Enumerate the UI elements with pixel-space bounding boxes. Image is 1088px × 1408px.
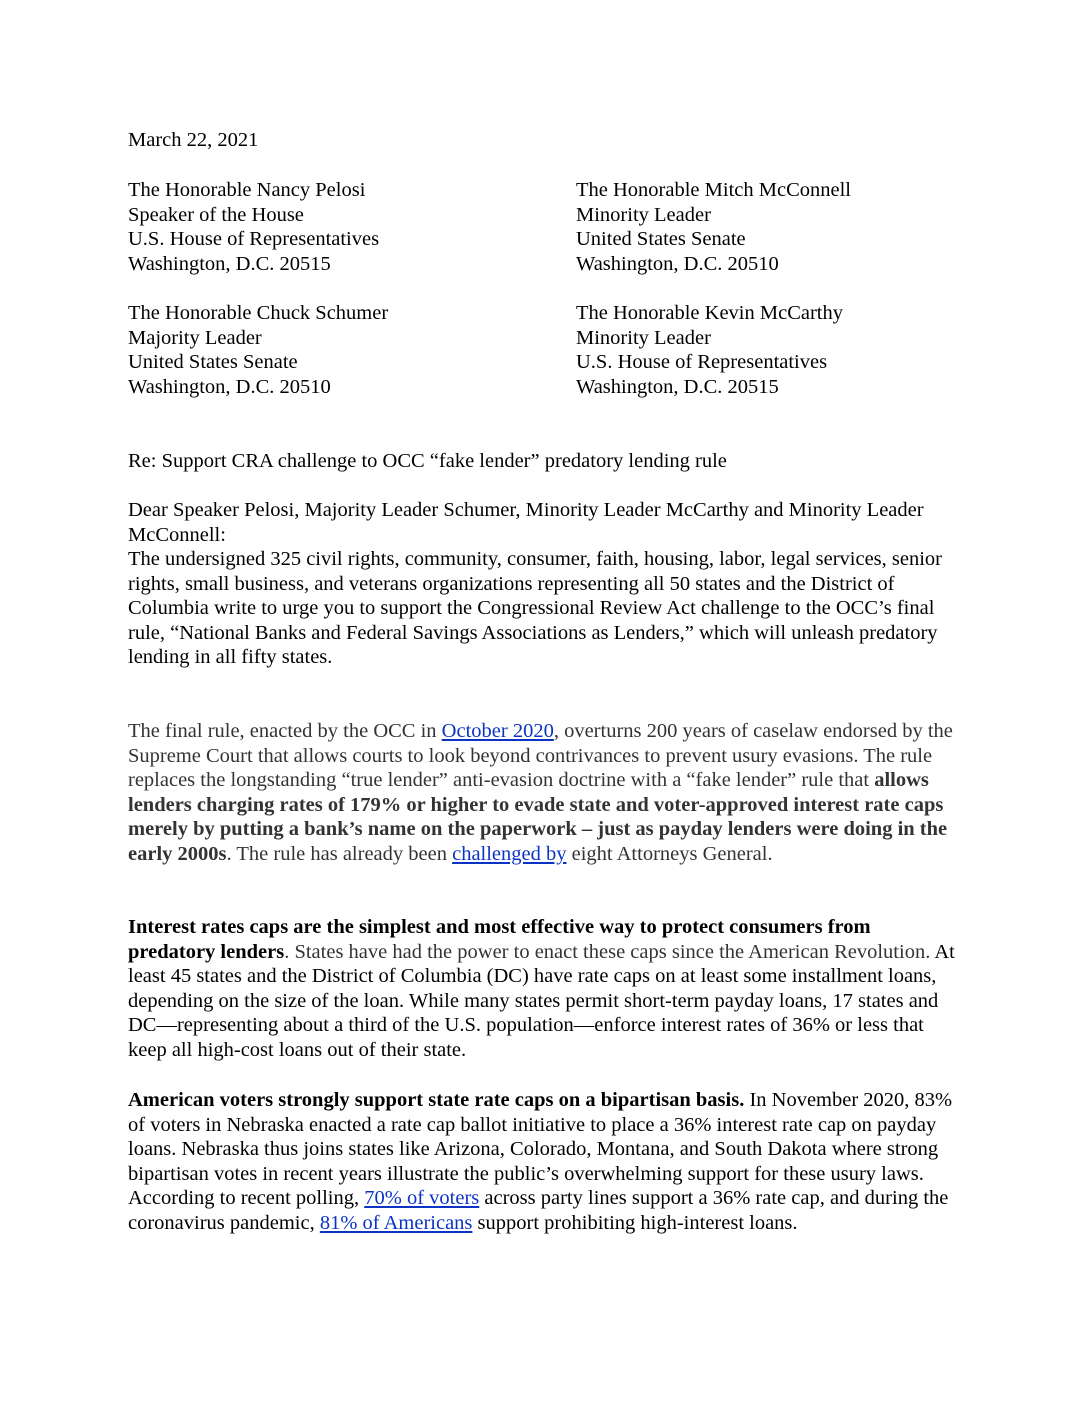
letter-date: March 22, 2021 — [128, 129, 259, 151]
recipient-line: U.S. House of Representatives — [576, 351, 828, 374]
paragraph-voter-support — [128, 1088, 962, 1236]
link-october-2020[interactable]: October 2020 — [441, 720, 554, 742]
recipient-line: Speaker of the House — [128, 203, 304, 226]
recipient-schumer — [128, 301, 568, 399]
recipient-line: The Honorable Nancy Pelosi — [128, 179, 366, 201]
link-81-percent-americans[interactable]: 81% of Americans — [319, 1211, 473, 1234]
subject-line: Re: Support CRA challenge to OCC “fake lender” predatory lending rule — [128, 450, 727, 472]
bold-text: Interest rates caps are the simplest and most effective way to protect consumers from predatory lenders — [128, 916, 871, 963]
recipient-line: Washington, D.C. 20515 — [128, 252, 331, 275]
paragraph-rate-caps — [128, 915, 962, 1063]
recipient-line: Majority Leader — [128, 326, 262, 349]
recipient-mcconnell — [576, 178, 1016, 276]
recipient-line: Washington, D.C. 20515 — [576, 375, 779, 398]
text-run: The final rule, enacted by the OCC in — [128, 720, 442, 742]
recipient-line: Washington, D.C. 20510 — [128, 375, 331, 398]
recipient-line: The Honorable Mitch McConnell — [576, 179, 851, 201]
text-run: . States have had the power to enact these caps since the American Revolution. — [284, 940, 935, 963]
recipient-line: U.S. House of Representatives — [128, 228, 380, 251]
text-run: , overturns 200 years of caselaw endorsed by the Supreme Court that allows courts to look beyond contrivances to prevent usury evasions. The rule replaces the longstanding “true lender” anti-evasion doctrine with a “fake lender” rule that — [128, 720, 953, 792]
recipient-pelosi — [128, 178, 568, 276]
recipient-line: Minority Leader — [576, 203, 711, 226]
recipient-line: United States Senate — [576, 228, 746, 251]
bold-text: American voters strongly support state rate caps on a bipartisan basis. — [128, 1089, 745, 1111]
text-run: At least 45 states and the District of Columbia (DC) have rate caps on at least some installment loans, depending on the size of the loan. While many states permit short-term payday loans, 17 states and DC—representing about a third of the U.S. population—enforce interest rates of 36% or less that keep all high-cost loans out of their state. — [128, 940, 955, 1061]
paragraph-intro: The undersigned 325 civil rights, community, consumer, faith, housing, labor, legal services, senior rights, small business, and veterans organizations representing all 50 states and the District of Columbia write to urge you to support the Congressional Review Act challenge to the OCC’s final rule, “National Banks and Federal Savings Associations as Lenders,” which will unleash predatory lending in all fifty states. — [128, 548, 943, 669]
text-run: . The rule has already been — [226, 842, 453, 865]
recipient-line: The Honorable Kevin McCarthy — [576, 302, 843, 324]
link-challenged-by[interactable]: challenged by — [452, 842, 567, 865]
recipient-mccarthy — [576, 301, 1016, 399]
recipient-line: The Honorable Chuck Schumer — [128, 302, 389, 324]
recipient-line: United States Senate — [128, 351, 298, 374]
text-run: support prohibiting high-interest loans. — [472, 1211, 798, 1234]
paragraph-final-rule — [128, 719, 962, 867]
recipient-line: Minority Leader — [576, 326, 711, 349]
salutation: Dear Speaker Pelosi, Majority Leader Schumer, Minority Leader McCarthy and Minority Leader McConnell: — [128, 499, 924, 546]
text-run: eight Attorneys General. — [566, 842, 773, 865]
bold-text: allows lenders charging rates of 179% or higher to evade state and voter-approved interest rate caps merely by putting a bank’s name on the paperwork – just as payday lenders were doing in the early 2000s — [128, 769, 948, 865]
link-70-percent-voters[interactable]: 70% of voters — [364, 1187, 480, 1210]
recipient-line: Washington, D.C. 20510 — [576, 252, 779, 275]
text-run: In November 2020, 83% of voters in Nebraska enacted a rate cap ballot initiative to place a 36% interest rate cap on payday loans. Nebraska thus joins states like Arizona, Colorado, Montana, and South Dakota where strong bipartisan votes in recent years illustrate the public’s overwhelming support for these usury laws. According to recent polling, — [128, 1089, 953, 1210]
text-run: across party lines support a 36% rate cap, and during the coronavirus pandemic, — [128, 1187, 949, 1234]
